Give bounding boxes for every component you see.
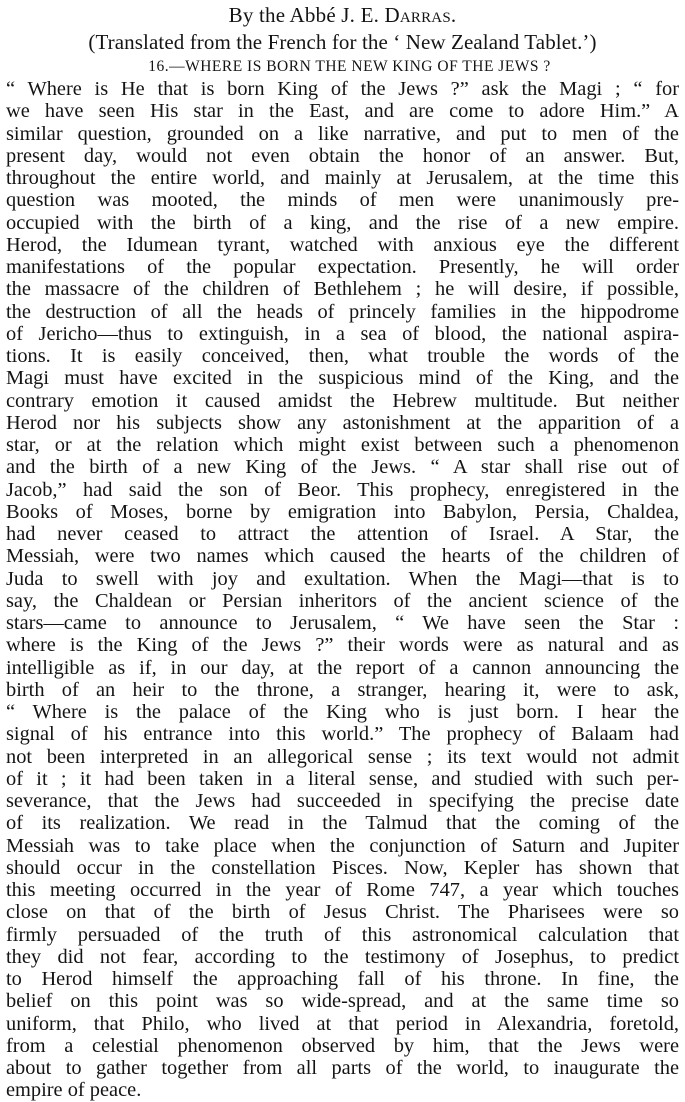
text-line: Juda to swell with joy and exultation. When the Magi—that is to xyxy=(6,567,679,590)
text-line: where is the King of the Jews ?” their words were as natural and as xyxy=(6,634,679,657)
text-line: about to gather together from all parts of the world, to inaugurate the xyxy=(6,1057,679,1079)
text-line: Herod nor his subjects show any astonishment at the apparition of a xyxy=(6,411,679,434)
text-line: “ Where is He that is born King of the Jews ?” ask the Magi ; “ for xyxy=(6,78,679,100)
text-line: we have seen His star in the East, and are come to adore Him.” A xyxy=(6,100,679,123)
translation-note: (Translated from the French for the ‘ New Zealand Tablet.’) xyxy=(88,30,597,54)
text-line: had never ceased to attract the attention of Israel. A Star, the xyxy=(6,523,679,545)
text-line: they did not fear, according to the testimony of Josephus, to predict xyxy=(6,945,679,968)
text-line: the destruction of all the heads of princely families in the hippodrome xyxy=(6,300,679,323)
text-line: of it ; it had been taken in a literal sense, and studied with such per- xyxy=(6,767,679,790)
author-byline xyxy=(6,2,679,29)
text-line: empire of peace. xyxy=(6,1079,142,1102)
text-line: stars—came to announce to Jerusalem, “ We have seen the Star : xyxy=(6,612,679,634)
byline-prefix: By the Abbé J. E. xyxy=(228,3,380,27)
text-line: and the birth of a new King of the Jews. “ A star shall rise out of xyxy=(6,456,679,479)
text-line: severance, that the Jews had succeeded in specifying the precise date xyxy=(6,790,679,812)
text-line: Magi must have excited in the suspicious mind of the King, and the xyxy=(6,367,679,390)
text-line: birth of an heir to the throne, a stranger, hearing it, were to ask, xyxy=(6,678,679,701)
text-line: Messiah, were two names which caused the hearts of the children of xyxy=(6,545,679,568)
text-line: of Jericho—thus to extinguish, in a sea of blood, the national aspira- xyxy=(6,322,679,345)
text-line: of its realization. We read in the Talmud that the coming of the xyxy=(6,812,679,835)
text-line: Herod, the Idumean tyrant, watched with anxious eye the different xyxy=(6,233,679,256)
text-line: question was mooted, the minds of men were unanimously pre- xyxy=(6,189,679,212)
text-line: Messiah was to take place when the conjunction of Saturn and Jupiter xyxy=(6,834,679,857)
text-line: present day, would not even obtain the honor of an answer. But, xyxy=(6,144,679,167)
text-line: firmly persuaded of the truth of this astronomical calculation that xyxy=(6,923,679,946)
text-line: similar question, grounded on a like narrative, and put to men of the xyxy=(6,122,679,145)
text-line: intelligible as if, in our day, at the report of a cannon announcing the xyxy=(6,656,679,679)
text-line: this meeting occurred in the year of Rome 747, a year which touches xyxy=(6,879,679,901)
text-line: belief on this point was so wide-spread, and at the same time so xyxy=(6,990,679,1013)
text-line: signal of his entrance into this world.” The prophecy of Balaam had xyxy=(6,723,679,746)
text-line: Books of Moses, borne by emigration into Babylon, Persia, Chaldea, xyxy=(6,500,679,523)
text-line: manifestations of the popular expectation. Presently, he will order xyxy=(6,256,679,278)
article-body xyxy=(6,78,679,1102)
text-line: Jacob,” had said the son of Beor. This prophecy, enregistered in the xyxy=(6,478,679,501)
text-line: tions. It is easily conceived, then, what trouble the words of the xyxy=(6,345,679,367)
text-line: say, the Chaldean or Persian inheritors of the ancient science of the xyxy=(6,589,679,612)
text-line: star, or at the relation which might exist between such a phenomenon xyxy=(6,434,679,456)
text-line: close on that of the birth of Jesus Christ. The Pharisees were so xyxy=(6,901,679,924)
text-line: not been interpreted in an allegorical sense ; its text would not admit xyxy=(6,745,679,768)
text-line: the massacre of the children of Bethlehem ; he will desire, if possible, xyxy=(6,278,679,301)
text-line: occupied with the birth of a king, and the rise of a new empire. xyxy=(6,211,679,234)
text-line: to Herod himself the approaching fall of his throne. In fine, the xyxy=(6,968,679,990)
text-line: throughout the entire world, and mainly at Jerusalem, at the time this xyxy=(6,167,679,189)
text-line: “ Where is the palace of the King who is just born. I hear the xyxy=(6,701,679,723)
text-line: uniform, that Philo, who lived at that period in Alexandria, foretold, xyxy=(6,1012,679,1035)
text-line: contrary emotion it caused amidst the Hebrew multitude. But neither xyxy=(6,389,679,412)
text-line: should occur in the constellation Pisces. Now, Kepler has shown that xyxy=(6,856,679,879)
author-surname: Darras. xyxy=(384,3,457,27)
section-heading: 16.—WHERE IS BORN THE NEW KING OF THE JEWS ? xyxy=(148,58,551,75)
text-line: from a celestial phenomenon observed by him, that the Jews were xyxy=(6,1034,679,1057)
